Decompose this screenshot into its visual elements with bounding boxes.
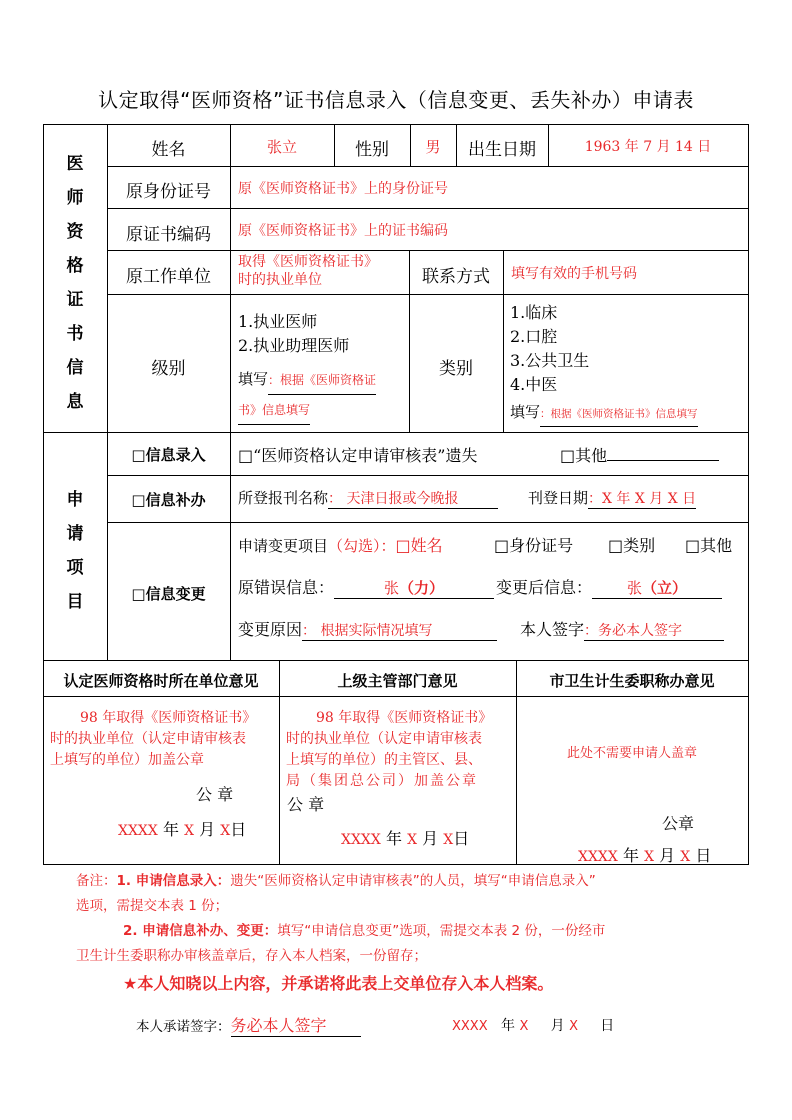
signature-value: ：务必本人签字 <box>584 620 724 641</box>
superior-date-d: 日 <box>453 829 470 848</box>
unit-date-m: 月 <box>199 820 216 839</box>
birth-date-value[interactable]: 1963 年 7 月 14 日 <box>584 139 712 155</box>
level-fill-value: ：根据《医师资格证 <box>268 366 376 395</box>
notes-block <box>76 869 736 996</box>
category-fill-prefix: 填写 <box>510 403 541 421</box>
superior-date-day: X <box>443 832 454 848</box>
level-options <box>238 310 349 358</box>
level-label: 级别 <box>151 359 186 379</box>
unit-date-month: X <box>184 823 195 839</box>
opinion-line: 时的执业单位（认定申请审核表 <box>50 731 246 747</box>
entry-option-lost[interactable]: □“医师资格认定申请审核表”遗失 <box>238 446 478 465</box>
birth-date-label: 出生日期 <box>468 140 536 160</box>
change-items-row <box>238 533 443 556</box>
wrong-info-field[interactable]: 原错误信息： 张（力） <box>238 575 494 599</box>
commission-seal-label: 公章 <box>662 814 695 833</box>
category-option: 2.口腔 <box>510 327 558 346</box>
level-fill[interactable] <box>238 365 376 425</box>
superior-date-year: XXXX <box>341 832 381 848</box>
unit-seal-label: 公 章 <box>196 785 234 804</box>
unit-value-line: 取得《医师资格证书》 <box>238 254 378 270</box>
vlabel-char: 项 <box>66 558 84 578</box>
commission-date-m: 月 <box>659 846 676 865</box>
id-value[interactable]: 原《医师资格证书》上的身份证号 <box>238 181 448 197</box>
change-item-other-checkbox[interactable]: □其他 <box>685 536 733 555</box>
unit-opinion-date[interactable] <box>118 817 246 840</box>
new-info-label: 变更后信息 <box>496 578 577 597</box>
footer-sign-value: 务必本人签字 <box>231 1013 361 1037</box>
unit-value[interactable] <box>238 253 378 289</box>
vlabel-char: 信 <box>66 358 84 378</box>
newspaper-label: 所登报刊名称 <box>238 489 329 507</box>
category-fill[interactable] <box>510 400 698 427</box>
commission-opinion-text: 此处不需要申请人盖章 <box>566 746 697 761</box>
entry-other-blank[interactable] <box>607 443 719 461</box>
footer-date-month: X <box>519 1019 529 1034</box>
footer-date-day: X <box>569 1019 578 1034</box>
reason-field[interactable] <box>238 617 497 641</box>
wrong-info-value: 张 <box>384 579 400 597</box>
superior-opinion-header: 上级主管部门意见 <box>337 672 458 690</box>
footer-date[interactable] <box>452 1015 614 1035</box>
note-line <box>76 919 736 944</box>
footer-signature[interactable] <box>136 1013 361 1037</box>
commission-date-year: XXXX <box>578 849 618 865</box>
footer-date-year: XXXX <box>452 1019 488 1034</box>
vlabel-char: 请 <box>66 524 84 544</box>
reason-value: ： 根据实际情况填写 <box>302 620 497 641</box>
level-fill-prefix: 填写 <box>238 370 269 388</box>
reason-label: 变更原因 <box>238 620 303 639</box>
newspaper-value: ： 天津日报或今晚报 <box>328 488 498 509</box>
publish-date-field[interactable] <box>528 487 696 509</box>
vlabel-char: 目 <box>66 592 84 612</box>
vlabel-char: 师 <box>66 188 84 208</box>
level-option: 2.执业助理医师 <box>238 336 350 355</box>
commission-date-month: X <box>644 849 655 865</box>
unit-value-line: 时的执业单位 <box>238 272 322 288</box>
commission-date-y: 年 <box>622 846 639 865</box>
category-option: 1.临床 <box>510 303 558 322</box>
commission-date-d: 日 <box>695 846 712 865</box>
page-title: 认定取得“医师资格”证书信息录入（信息变更、丢失补办）申请表 <box>98 88 694 112</box>
gender-value[interactable]: 男 <box>425 138 441 156</box>
change-items-label: 申请变更项目 <box>238 537 329 555</box>
change-item-category-checkbox[interactable]: □类别 <box>608 536 656 555</box>
new-info-value-bold: （立） <box>642 579 688 597</box>
vlabel-char: 书 <box>66 324 84 344</box>
gender-label: 性别 <box>355 140 389 160</box>
category-option: 3.公共卫生 <box>510 351 590 370</box>
info-reissue-checkbox[interactable]: □信息补办 <box>131 491 206 509</box>
change-item-name-checkbox[interactable]: □姓名 <box>395 536 443 555</box>
superior-seal-label: 公 章 <box>287 795 325 814</box>
category-options <box>510 301 589 397</box>
entry-option-other-label: □其他 <box>560 446 608 465</box>
unit-label: 原工作单位 <box>126 267 211 287</box>
application-vertical-label <box>55 483 95 619</box>
unit-date-y: 年 <box>162 820 179 839</box>
opinion-line: 上填写的单位）的主管区、县、 <box>286 752 482 768</box>
publish-date-label: 刊登日期 <box>528 489 589 507</box>
note-line: 卫生计生委职称办审核盖章后，存入本人档案，一份留存； <box>76 948 427 964</box>
change-item-id-checkbox[interactable]: □身份证号 <box>494 536 574 555</box>
health-commission-opinion-header: 市卫生计生委职称办意见 <box>549 672 715 690</box>
info-entry-checkbox[interactable]: □信息录入 <box>131 446 206 464</box>
note-line-emphasis: ★本人知晓以上内容，并承诺将此表上交单位存入本人档案。 <box>123 974 554 993</box>
note-bold: 1. 申请信息录入： <box>116 873 231 889</box>
unit-opinion-text <box>50 708 278 771</box>
superior-opinion-text <box>286 708 512 792</box>
commission-opinion-date[interactable] <box>578 843 711 866</box>
superior-date-month: X <box>407 832 418 848</box>
publish-date-value: ：X 年 X 月 X 日 <box>588 488 696 509</box>
footer-sign-label: 本人承诺签字： <box>136 1019 231 1035</box>
wrong-info-label: 原错误信息 <box>238 578 319 597</box>
wrong-info-value-bold: （力） <box>399 579 445 597</box>
note-prefix: 备注： <box>76 873 117 889</box>
footer-date-y: 年 <box>500 1018 515 1034</box>
cert-info-vertical-label <box>55 147 95 419</box>
change-items-hint: （勾选）： <box>328 537 396 555</box>
signature-field[interactable] <box>520 617 724 641</box>
name-value[interactable]: 张立 <box>266 138 297 156</box>
note-line: 选项，需提交本表 1 份； <box>76 898 229 914</box>
category-fill-value: ：根据《医师资格证书》信息填写 <box>540 402 698 427</box>
vlabel-char: 证 <box>66 290 84 310</box>
note-text: 遗失“医师资格认定申请审核表”的人员，填写“申请信息录入” <box>230 873 596 889</box>
note-text: 填写“申请信息变更”选项，需提交本表 2 份，一份经市 <box>277 923 606 939</box>
id-label: 原身份证号 <box>126 182 211 202</box>
commission-date-day: X <box>680 849 691 865</box>
entry-option-other[interactable] <box>560 443 719 466</box>
new-info-value: 张 <box>627 579 643 597</box>
vlabel-char: 格 <box>66 256 84 276</box>
unit-date-day: X <box>220 823 231 839</box>
wrong-info-value-wrap <box>334 577 494 599</box>
opinion-line: 局（集团总公司）加盖公章 <box>286 773 478 789</box>
cert-no-value[interactable]: 原《医师资格证书》上的证书编码 <box>238 223 448 239</box>
level-option: 1.执业医师 <box>238 312 318 331</box>
unit-date-year: XXXX <box>118 823 158 839</box>
contact-value[interactable]: 填写有效的手机号码 <box>511 266 637 282</box>
opinion-line: 98 年取得《医师资格证书》 <box>80 710 257 726</box>
level-fill-value-2: 书》信息填写 <box>238 396 310 425</box>
name-label: 姓名 <box>151 140 186 160</box>
opinion-line: 上填写的单位）加盖公章 <box>50 752 204 768</box>
unit-date-d: 日 <box>230 820 247 839</box>
superior-date-y: 年 <box>385 829 402 848</box>
unit-opinion-header: 认定医师资格时所在单位意见 <box>63 672 259 690</box>
vlabel-char: 息 <box>66 392 84 412</box>
cert-no-label: 原证书编码 <box>126 225 211 245</box>
contact-label: 联系方式 <box>422 267 490 287</box>
vlabel-char: 医 <box>66 154 84 174</box>
superior-opinion-date[interactable] <box>341 826 469 849</box>
footer-date-d: 日 <box>600 1018 615 1034</box>
new-info-value-wrap <box>592 577 722 599</box>
note-line <box>76 869 736 894</box>
newspaper-field[interactable] <box>238 487 498 509</box>
opinion-line: 98 年取得《医师资格证书》 <box>316 710 493 726</box>
superior-date-m: 月 <box>422 829 439 848</box>
note-bold: 2. 申请信息补办、变更： <box>123 923 278 939</box>
signature-label: 本人签字 <box>520 620 585 639</box>
new-info-field[interactable]: 变更后信息： 张（立） <box>496 575 722 599</box>
vlabel-char: 申 <box>66 490 84 510</box>
opinion-line: 时的执业单位（认定申请审核表 <box>286 731 482 747</box>
info-change-checkbox[interactable]: □信息变更 <box>131 585 206 603</box>
footer-date-m: 月 <box>550 1018 565 1034</box>
category-option: 4.中医 <box>510 375 558 394</box>
vlabel-char: 资 <box>66 222 84 242</box>
category-label: 类别 <box>439 359 473 379</box>
